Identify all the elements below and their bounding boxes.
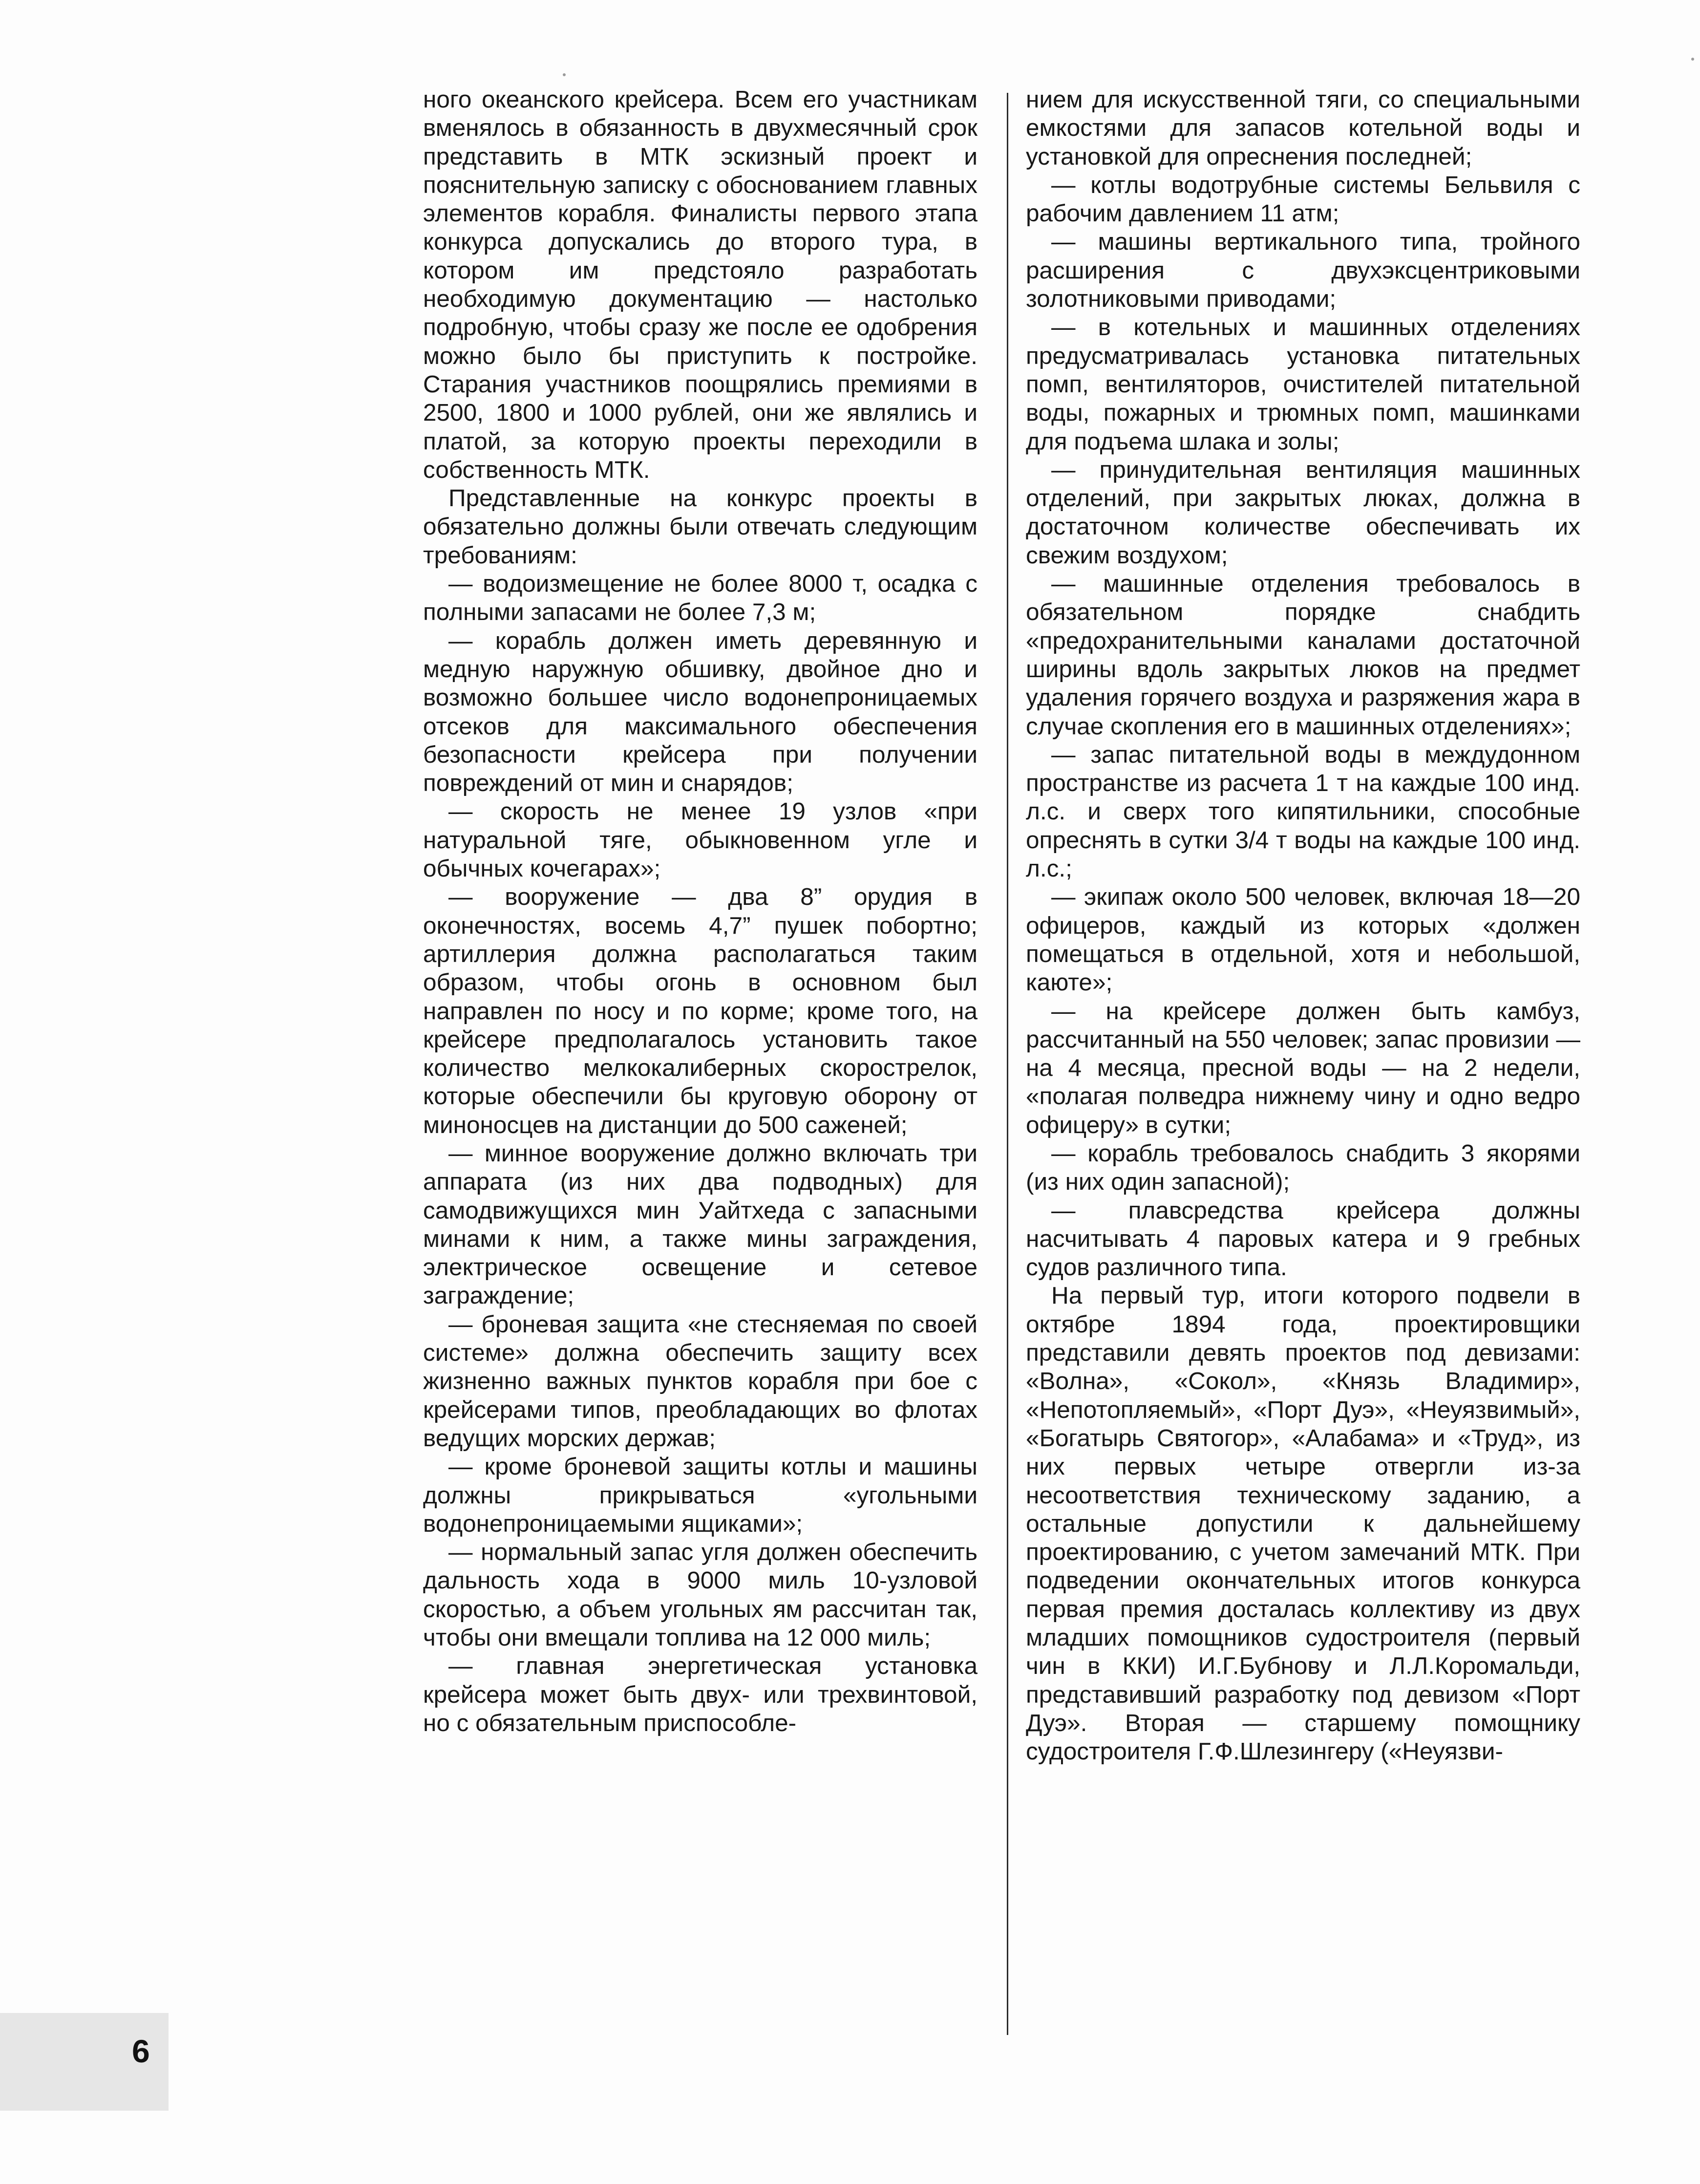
requirement-item: — машинные отделения требовалось в обязательном порядке снабдить «предохранительными каналами достаточной ширины вдоль закрытых люков на предмет удаления горячего воздуха и разряжения жара в случае скопления его в машинных отделениях»; [1026, 570, 1580, 740]
print-speck [1691, 58, 1694, 61]
print-speck [563, 73, 566, 76]
requirement-item: — корабль должен иметь деревянную и медную наружную обшивку, двойное дно и возможно большее число водонепроницаемых отсеков для максимального обеспечения безопасности крейсера при получении повреждений от мин и снарядов; [423, 627, 978, 797]
paragraph: нием для искусственной тяги, со специальными емкостями для запасов котельной воды и установкой для опреснения последней; [1026, 86, 1580, 170]
requirement-item: — минное вооружение должно включать три аппарата (из них два подводных) для самодвижущихся мин Уайтхеда с запасными минами к ним, а также мины заграждения, электрическое освещение и сетевое заграждение; [423, 1139, 978, 1309]
requirement-item: — на крейсере должен быть камбуз, рассчитанный на 550 человек; запас провизии — на 4 месяца, пресной воды — на 2 недели, «полагая полведра нижнему чину и одно ведро офицеру» в сутки; [1026, 997, 1580, 1138]
paragraph: На первый тур, итоги которого подвели в октябре 1894 года, проектировщики представили девять проектов под девизами: «Волна», «Сокол», «Князь Владимир», «Непотопляемый», «Порт Дуэ», «Неуязвимый», «Богатырь Святогор», «Алабама» и «Труд», из них первых четыре отвергли из-за несоответствия техническому заданию, а остальные допустили к дальнейшему проектированию, с учетом замечаний МТК. При подведении окончательных итогов конкурса первая премия досталась коллективу из двух младших помощников судостроителя (первый чин в ККИ) И.Г.Бубнову и Л.Л.Коромальди, представивший разработку под девизом «Порт Дуэ». Вторая — старшему помощнику судостроителя Г.Ф.Шлезингеру («Неуязви- [1026, 1282, 1580, 1765]
requirement-item: — броневая защита «не стесняемая по своей системе» должна обеспечить защиту всех жизненно важных пунктов корабля при бое с крейсерами типов, преобладающих во флотах ведущих морских держав; [423, 1310, 978, 1452]
paragraph: Представленные на конкурс проекты в обязательно должны были отвечать следующим требованиям: [423, 485, 978, 569]
page-number: 6 [132, 2033, 150, 2069]
right-text-column [1026, 86, 1580, 1766]
requirement-item: — главная энергетическая установка крейсера может быть двух- или трехвинтовой, но с обязательным приспособле- [423, 1652, 978, 1736]
paragraph: ного океанского крейсера. Всем его участникам вменялось в обязанность в двухмесячный срок представить в МТК эскизный проект и пояснительную записку с обоснованием главных элементов корабля. Финалисты первого этапа конкурса допускались до второго тура, в котором им предстояло разработать необходимую документацию — настолько подробную, чтобы сразу же после ее одобрения можно было бы приступить к постройке. Старания участников поощрялись премиями в 2500, 1800 и 1000 рублей, они же являлись и платой, за которую проекты переходили в собственность МТК. [423, 86, 978, 483]
requirement-item: — в котельных и машинных отделениях предусматривалась установка питательных помп, вентиляторов, очистителей питательной воды, пожарных и трюмных помп, машинками для подъема шлака и золы; [1026, 314, 1580, 455]
requirement-item: — корабль требовалось снабдить 3 якорями (из них один запасной); [1026, 1139, 1580, 1196]
requirement-item: — котлы водотрубные системы Бельвиля с рабочим давлением 11 атм; [1026, 171, 1580, 227]
requirement-item: — запас питательной воды в междудонном пространстве из расчета 1 т на каждые 100 инд. л.с. и сверх того кипятильники, способные опреснять в сутки 3/4 т воды на каждые 100 инд. л.с.; [1026, 741, 1580, 882]
requirement-item: — плавсредства крейсера должны насчитывать 4 паровых катера и 9 гребных судов различного типа. [1026, 1197, 1580, 1281]
requirement-item: — вооружение — два 8” орудия в оконечностях, восемь 4,7” пушек побортно; артиллерия должна располагаться таким образом, чтобы огонь в основном был направлен по носу и по корме; кроме того, на крейсере предполагалось установить такое количество мелкокалиберных скорострелок, которые обеспечили бы круговую оборону от миноносцев на дистанции до 500 саженей; [423, 883, 978, 1138]
column-divider [1007, 93, 1008, 2035]
requirement-item: — скорость не менее 19 узлов «при натуральной тяге, обыкновенном угле и обычных кочегарах»; [423, 798, 978, 882]
requirement-item: — принудительная вентиляция машинных отделений, при закрытых люках, должна в достаточном количестве обеспечивать их свежим воздухом; [1026, 456, 1580, 569]
left-text-column [423, 86, 978, 1737]
requirement-item: — машины вертикального типа, тройного расширения с двухэксцентриковыми золотниковыми приводами; [1026, 228, 1580, 313]
requirement-item: — водоизмещение не более 8000 т, осадка с полными запасами не более 7,3 м; [423, 570, 978, 626]
requirement-item: — экипаж около 500 человек, включая 18—20 офицеров, каждый из которых «должен помещаться в отдельной, хотя и небольшой, каюте»; [1026, 883, 1580, 996]
requirement-item: — нормальный запас угля должен обеспечить дальность хода в 9000 миль 10-узловой скоростью, а объем угольных ям рассчитан так, чтобы они вмещали топлива на 12 000 миль; [423, 1539, 978, 1651]
requirement-item: — кроме броневой защиты котлы и машины должны прикрываться «угольными водонепроницаемыми ящиками»; [423, 1453, 978, 1537]
